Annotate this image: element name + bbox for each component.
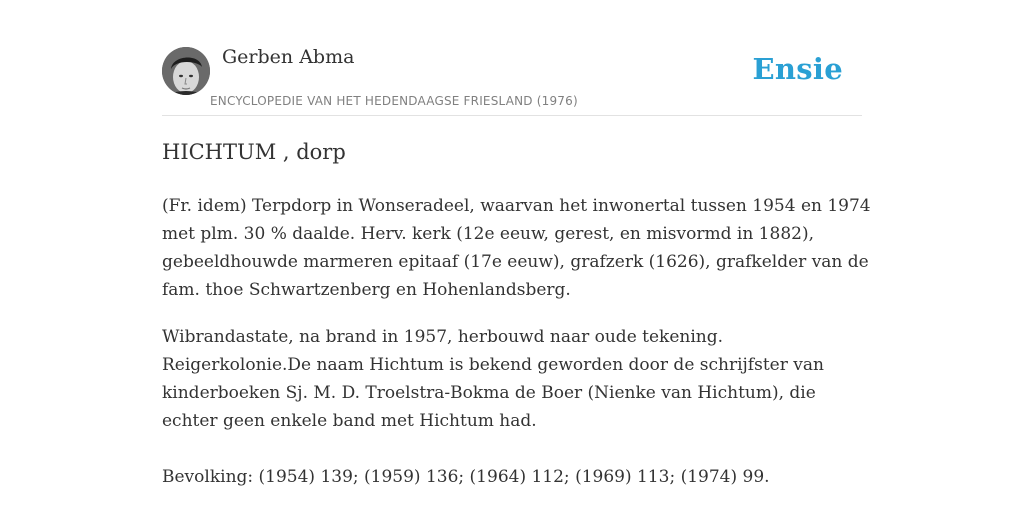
text-line: met plm. 30 % daalde. Herv. kerk (12e eeuw, gerest, en misvormd in 1882), (162, 224, 814, 244)
author-portrait-icon (162, 47, 210, 95)
article-title: HICHTUM , dorp (162, 140, 346, 164)
text-line: Reigerkolonie.De naam Hichtum is bekend geworden door de schrijfster van (162, 355, 824, 375)
text-line: kinderboeken Sj. M. D. Troelstra-Bokma de Boer (Nienke van Hichtum), die (162, 383, 816, 403)
ensie-logo[interactable]: Ensie (752, 52, 843, 86)
text-line: Bevolking: (1954) 139; (1959) 136; (1964) 112; (1969) 113; (1974) 99. (162, 467, 770, 487)
article-body (162, 192, 871, 510)
text-line: Wibrandastate, na brand in 1957, herbouwd naar oude tekening. (162, 327, 724, 347)
text-line: echter geen enkele band met Hichtum had. (162, 411, 537, 431)
paragraph-intro (162, 192, 871, 304)
text-line: fam. thoe Schwartzenberg en Hohenlandsberg. (162, 280, 571, 300)
paragraph-population (162, 463, 862, 491)
header-divider (162, 115, 862, 116)
text-line: gebeeldhouwde marmeren epitaaf (17e eeuw), grafzerk (1626), grafkelder van de (162, 252, 869, 272)
author-avatar[interactable] (162, 47, 210, 95)
author-name[interactable]: Gerben Abma (222, 46, 355, 68)
paragraph-history (162, 323, 862, 435)
text-line: (Fr. idem) Terpdorp in Wonseradeel, waarvan het inwonertal tussen 1954 en 1974 (162, 196, 871, 216)
source-label[interactable]: ENCYCLOPEDIE VAN HET HEDENDAAGSE FRIESLAND (1976) (210, 94, 578, 108)
